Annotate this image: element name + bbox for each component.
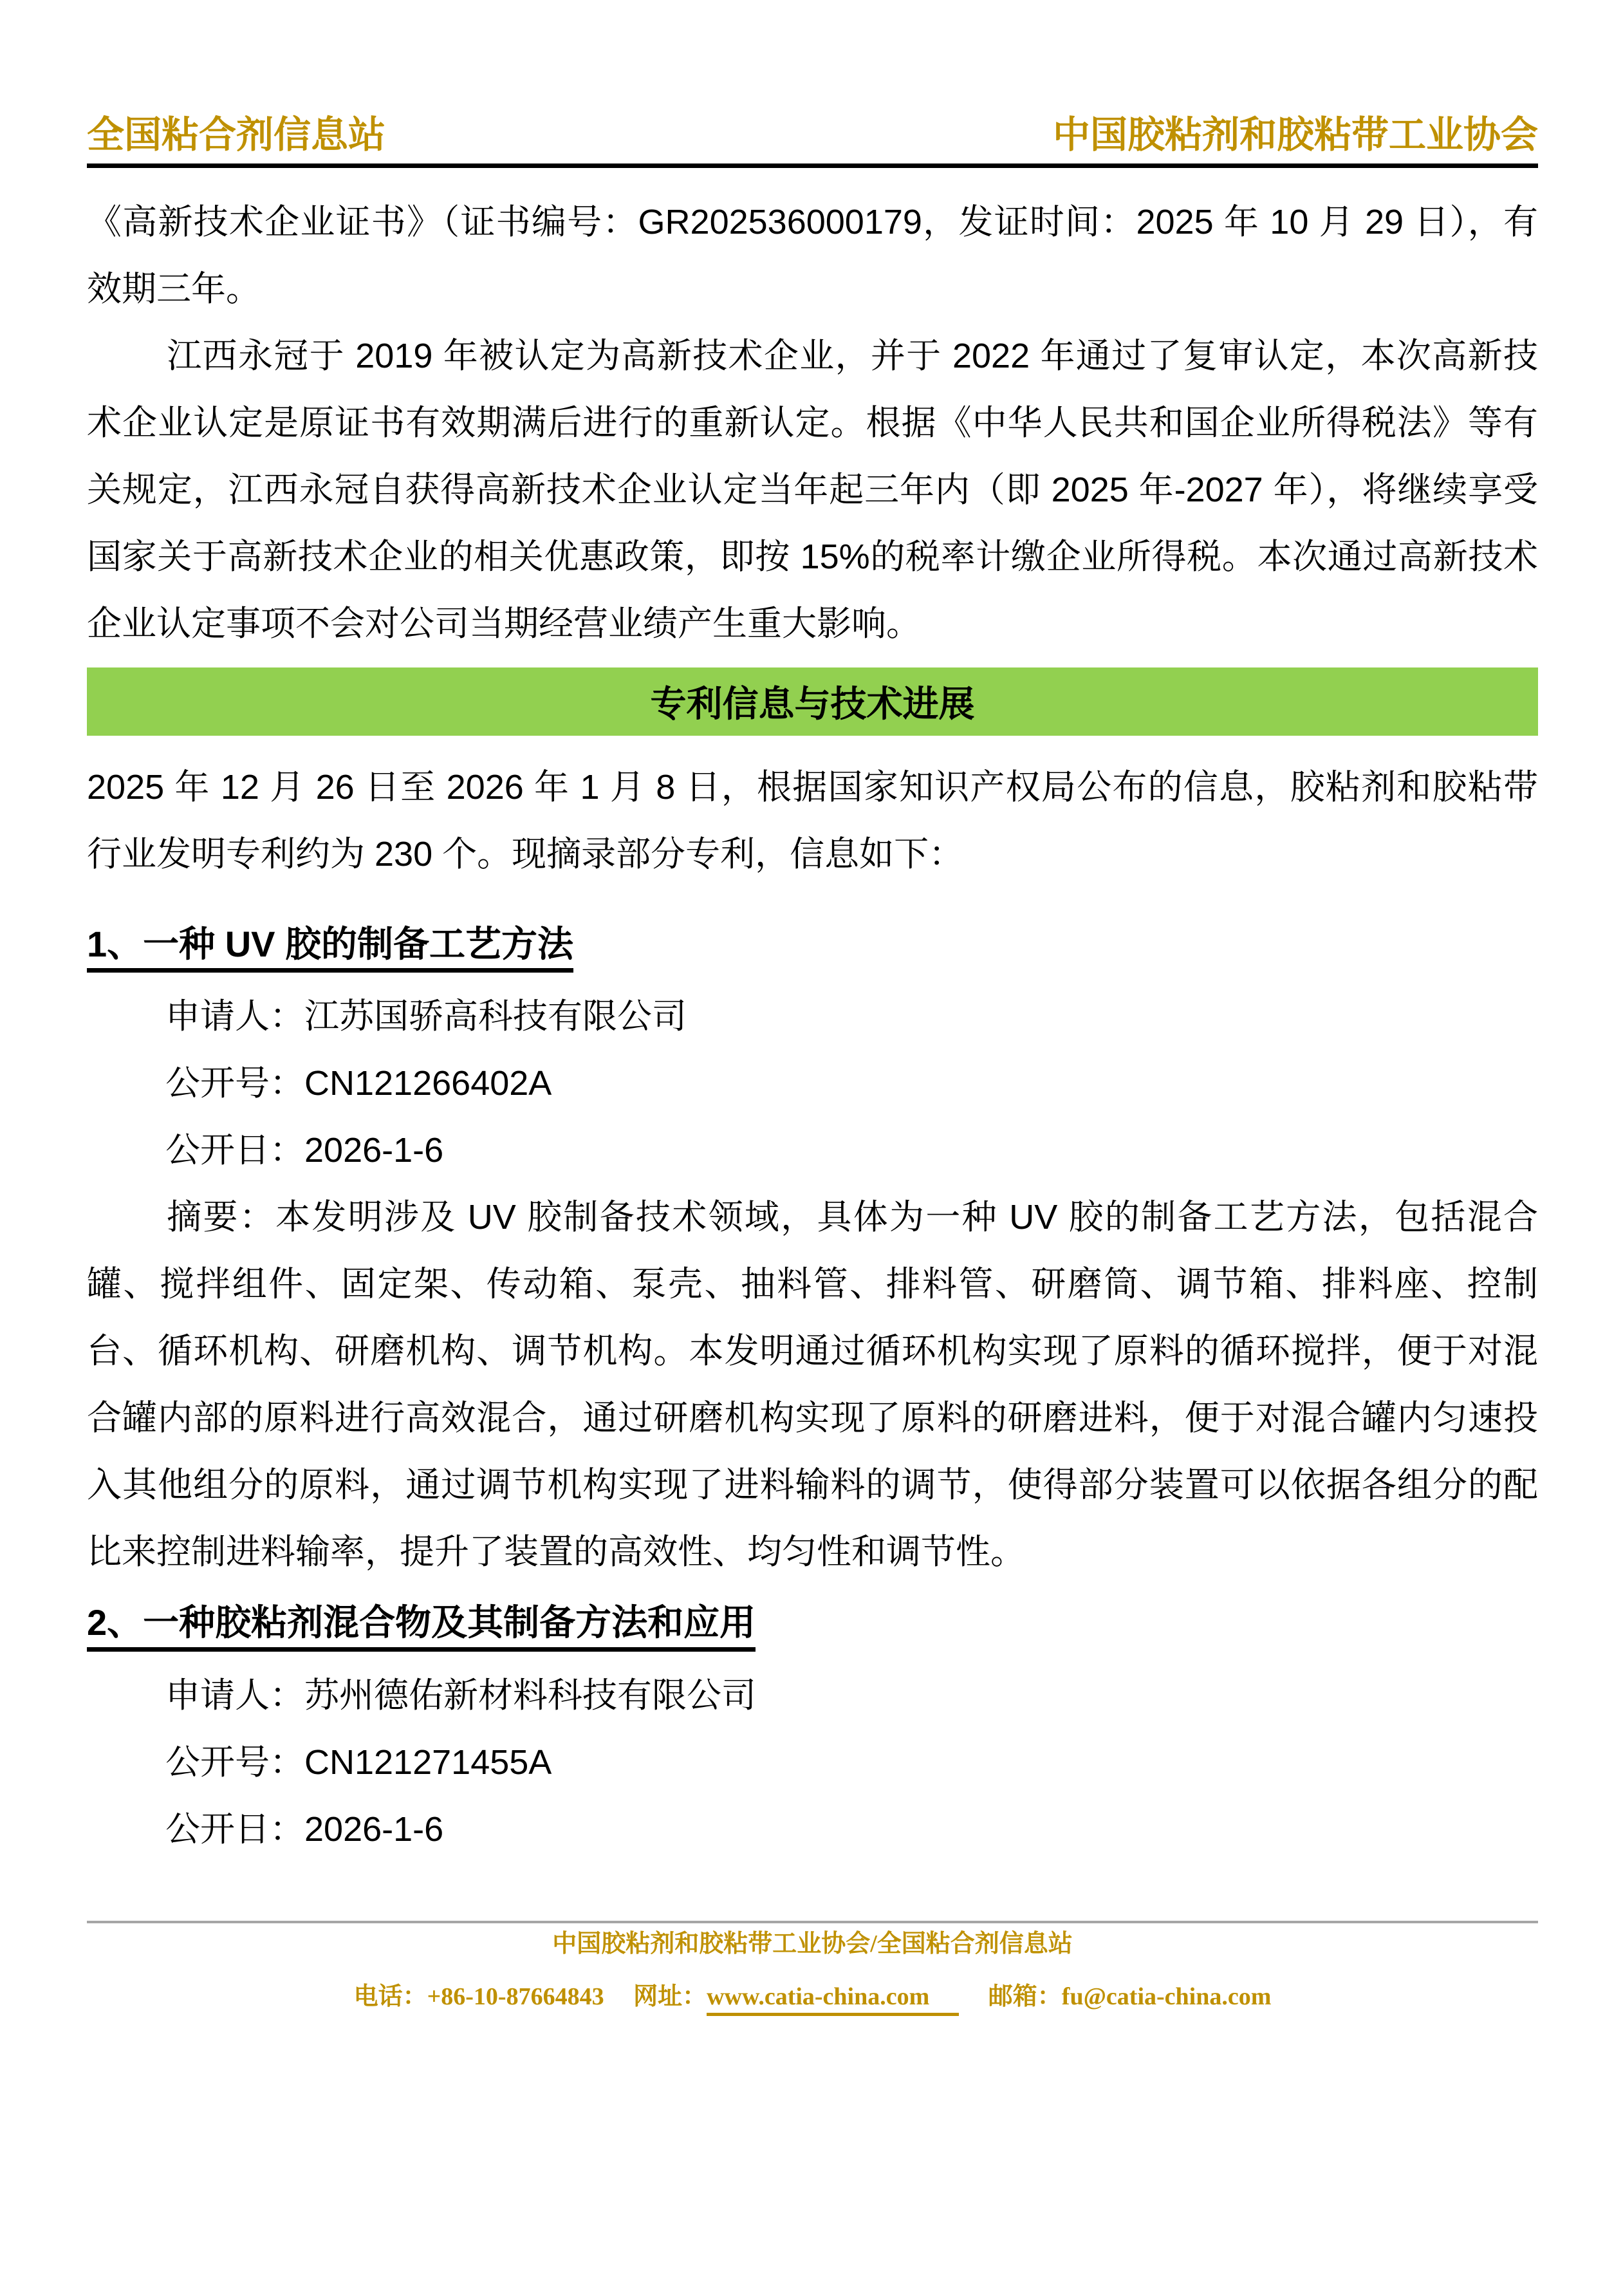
pubno-value: CN121271455A [304, 1742, 552, 1782]
patent-1-title-text: 1、一种 UV 胶的制备工艺方法 [87, 924, 573, 973]
pubdate-label: 公开日： [165, 1809, 304, 1849]
patent-2-applicant-row [87, 1662, 1538, 1729]
patent-1-applicant-row [87, 983, 1538, 1050]
email-label: 邮箱： [988, 1983, 1062, 2010]
email-value: fu@catia-china.com [1061, 1983, 1272, 2010]
certificate-paragraph: 《高新技术企业证书》（证书编号：GR202536000179，发证时间：2025 年 10 月 29 日），有效期三年。 [87, 202, 1538, 308]
patent-2-pubdate-row [87, 1796, 1538, 1863]
footer-org-line: 中国胶粘剂和胶粘带工业协会/全国粘合剂信息站 [552, 1930, 1073, 1957]
pubno-label: 公开号： [165, 1064, 304, 1103]
footer-website [633, 1983, 959, 2010]
footer-phone [354, 1983, 604, 2010]
patent-2-pubno-row [87, 1729, 1538, 1796]
website-link[interactable]: www.catia-china.com [707, 1983, 959, 2016]
pubdate-value: 2026-1-6 [304, 1131, 444, 1170]
patent-1-pubno-row [87, 1050, 1538, 1117]
applicant-label: 申请人： [165, 1675, 304, 1715]
pubno-label: 公开号： [165, 1742, 304, 1782]
page-header [87, 115, 1538, 156]
phone-value: +86-10-87664843 [427, 1983, 604, 2010]
patent-intro-paragraph: 2025 年 12 月 26 日至 2026 年 1 月 8 日，根据国家知识产权局公布的信息，胶粘剂和胶粘带行业发明专利约为 230 个。现摘录部分专利，信息如下： [87, 767, 1538, 873]
footer-email [988, 1983, 1272, 2010]
patent-1-abstract: 摘要：本发明涉及 UV 胶制备技术领域，具体为一种 UV 胶的制备工艺方法，包括混合罐、搅拌组件、固定架、传动箱、泵壳、抽料管、排料管、研磨筒、调节箱、排料座、控制台、循环机构、研磨机构、调节机构。本发明通过循环机构实现了原料的循环搅拌，便于对混合罐内部的原料进行高效混合，通过研磨机构实现了原料的研磨进料，便于对混合罐内匀速投入其他组分的原料，通过调节机构实现了进料输料的调节，使得部分装置可以依据各组分的配比来控制进料输率，提升了装置的高效性、均匀性和调节性。 [87, 1198, 1538, 1572]
pubdate-value: 2026-1-6 [304, 1809, 444, 1849]
header-divider [87, 163, 1538, 168]
patent-2-details [87, 1662, 1538, 1863]
applicant-value: 江苏国骄高科技有限公司 [304, 997, 687, 1036]
patent-1-pubdate-row [87, 1117, 1538, 1184]
applicant-label: 申请人： [165, 997, 304, 1036]
applicant-value: 苏州德佑新材料科技有限公司 [304, 1675, 756, 1715]
recognition-paragraph: 江西永冠于 2019 年被认定为高新技术企业，并于 2022 年通过了复审认定，本次高新技术企业认定是原证书有效期满后进行的重新认定。根据《中华人民共和国企业所得税法》等有关规定，江西永冠自获得高新技术企业认定当年起三年内（即 2025 年-2027 年），将继续享受国家关于高新技术企业的相关优惠政策，即按 15%的税率计缴企业所得税。本次通过高新技术企业认定事项不会对公司当期经营业绩产生重大影响。 [87, 336, 1538, 643]
website-label: 网址： [633, 1983, 707, 2010]
pubdate-label: 公开日： [165, 1131, 304, 1170]
patent-2-title-text: 2、一种胶粘剂混合物及其制备方法和应用 [87, 1602, 756, 1651]
phone-label: 电话： [353, 1983, 427, 2010]
section-banner [87, 667, 1538, 736]
header-right-title: 中国胶粘剂和胶粘带工业协会 [1052, 114, 1538, 156]
patent-1-details [87, 983, 1538, 1184]
section-banner-title: 专利信息与技术进展 [650, 683, 975, 724]
header-left-title: 全国粘合剂信息站 [87, 114, 386, 156]
patent-1-title [87, 924, 1538, 973]
pubno-value: CN121266402A [304, 1064, 552, 1103]
patent-2-title [87, 1602, 1538, 1651]
footer-divider [87, 1921, 1538, 1923]
footer-contact-line [87, 1981, 1538, 2012]
